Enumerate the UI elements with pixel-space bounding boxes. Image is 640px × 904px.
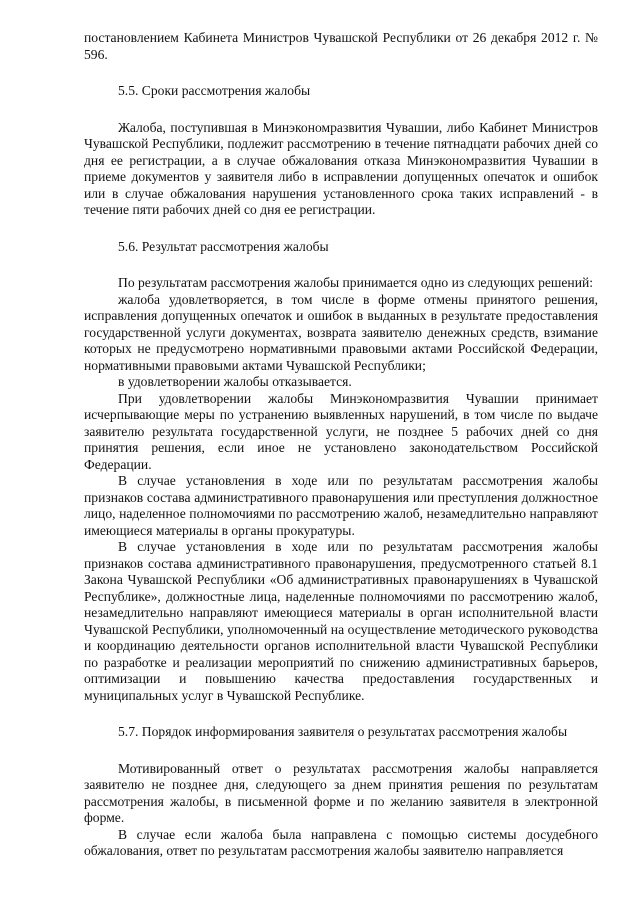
paragraph-decree-reference: постановлением Кабинета Министров Чувашской Республики от 26 декабря 2012 г. № 596. [84,30,598,62]
paragraph-complaint-rejected: в удовлетворении жалобы отказывается. [118,374,352,389]
spacer [84,219,598,239]
paragraph-electronic-response: В случае если жалоба была направлена с помощью системы досудебного обжалования, ответ по результатам рассмотрения жалобы заявителю направляется [84,826,598,858]
spacer [84,63,598,83]
paragraph-complaint-satisfied: жалоба удовлетворяется, в том числе в форме отмены принятого решения, исправления допущенных опечаток и ошибок в выданных в результате предоставления государственной услуги документах, возврата заявителю денежных средств, взимание которых не предусмотрено нормативными правовыми актами Российской Федерации, нормативными правовыми актами Чувашской Республики; [84,291,598,373]
paragraph-satisfaction-measures: При удовлетворении жалобы Минэкономразвития Чувашии принимает исчерпывающие меры по устранению выявленных нарушений, в том числе по выдаче заявителю результата государственной услуги, не позднее 5 рабочих дней со дня принятия решения, если иное не установлено законодательством Российской Федерации. [84,390,598,472]
paragraph-administrative-referral: В случае установления в ходе или по результатам рассмотрения жалобы признаков состава административного правонарушения, предусмотренного статьей 8.1 Закона Чувашской Республики «Об административных правонарушениях в Чувашской Республике», должностные лица, наделенные полномочиями по рассмотрению жалоб, незамедлительно направляют имеющиеся материалы в орган исполнительной власти Чувашской Республики, уполномоченный на осуществление методического руководства и координацию деятельности органов исполнительной власти Чувашской Республики по разработке и реализации мероприятий по снижению административных барьеров, оптимизации и повышению качества предоставления государственных и муниципальных услуг в Чувашской Республике. [84,539,598,703]
section-heading-5-5: 5.5. Сроки рассмотрения жалобы [118,83,311,98]
spacer [84,704,598,724]
paragraph-prosecution-referral: В случае установления в ходе или по результатам рассмотрения жалобы признаков состава административного правонарушения или преступления должностное лицо, наделенное полномочиями по рассмотрению жалоб, незамедлительно направляют имеющиеся материалы в органы прокуратуры. [84,473,598,538]
paragraph-review-terms: Жалоба, поступившая в Минэкономразвития Чувашии, либо Кабинет Министров Чувашской Республики, подлежит рассмотрению в течение пятнадцати рабочих дней со дня ее регистрации, а в случае обжалования отказа Минэкономразвития Чувашии в приеме документов у заявителя либо в исправлении допущенных опечаток и ошибок или в случае обжалования нарушения установленного срока таких исправлений - в течение пяти рабочих дней со дня ее регистрации. [84,119,598,217]
spacer [84,255,598,275]
section-heading-5-7: 5.7. Порядок информирования заявителя о результатах рассмотрения жалобы [118,724,568,739]
spacer [84,100,598,120]
spacer [84,741,598,761]
paragraph-decisions-intro: По результатам рассмотрения жалобы принимается одно из следующих решений: [118,275,594,290]
section-heading-5-6: 5.6. Результат рассмотрения жалобы [118,238,329,254]
paragraph-reasoned-response: Мотивированный ответ о результатах рассмотрения жалобы направляется заявителю не позднее дня, следующего за днем принятия решения по результатам рассмотрения жалобы, в письменной форме и по желанию заявителя в электронной форме. [84,760,598,825]
